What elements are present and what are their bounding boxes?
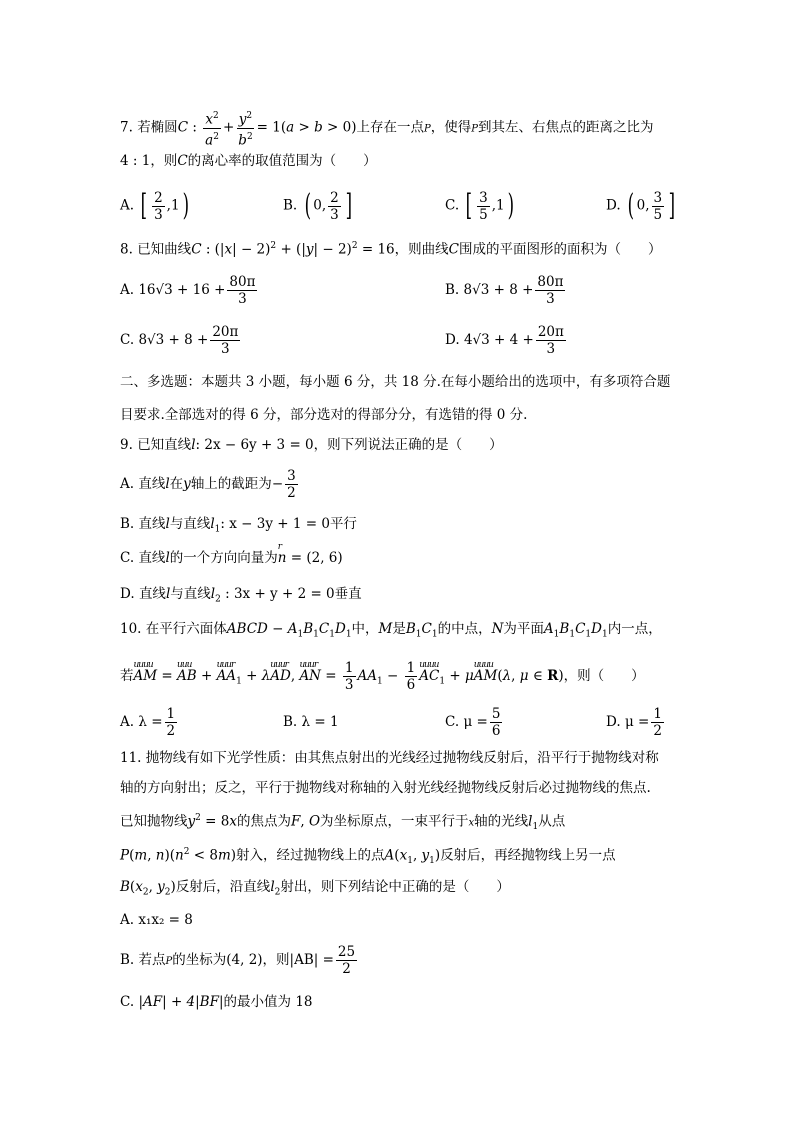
q7-number: 7. — [120, 119, 133, 136]
q7-option-b: B. ( 0, $\frac{2}{3}$ ] — [283, 188, 352, 223]
q7-option-a: A. [ $\frac{2}{3}$ ,1) — [120, 188, 189, 223]
q7-stem: 若椭圆 — [137, 119, 178, 136]
q11-option-a: A. x₁x₂ = 8 — [120, 912, 193, 928]
fraction: $\frac{x^2}{a^2}$ — [203, 108, 221, 148]
fraction: $\frac{y^2}{b^2}$ — [236, 108, 254, 148]
q10-option-a: A. λ = $\frac{1}{2}$ — [120, 706, 176, 739]
q11-option-b: B. 若点P的坐标为(4, 2)，则|AB| = $\frac{25}{2}$ — [120, 944, 356, 977]
q10-line2: 若AM uuuu = AB uuu + AA uuur $_1$ + λAD uuur , AN uuur = $\frac{1}{3}$ $AA_1$ − $\frac{1}{6}$ AC uuuu $_1$ + μAM uuuu (λ, μ ∈ R)，则（ ） — [120, 660, 645, 693]
q9-stem: 9. 已知直线l: 2x − 6y + 3 = 0，则下列说法正确的是（ ） — [120, 437, 503, 453]
q11-line1: 11. 抛物线有如下光学性质：由其焦点射出的光线经过抛物线反射后，沿平行于抛物线对称 — [120, 750, 659, 766]
q8-line1: 8. 已知曲线C : $(|x| - 2)^2 + (|y| - 2)^2 = 16$，则曲线C围成的平面图形的面积为（ ） — [120, 241, 662, 258]
q9-option-c: C. 直线l的一个方向向量为n r = (2, 6) — [120, 542, 343, 566]
q8-option-b: B. 8√3 + 8 + $\frac{80\pi}{3}$ — [445, 274, 564, 307]
q7-option-d: D. ( 0, $\frac{3}{5}$ ] — [606, 188, 676, 223]
q10-line1: 10. 在平行六面体ABCD − $A_1B_1C_1D_1$中，M是$B_1C_1$的中点，N为平面$A_1B_1C_1D_1$内一点， — [120, 621, 662, 640]
q11-line3: 已知抛物线$y^2 = 8x$的焦点为F, O为坐标原点，一束平行于x轴的光线$l_1$从点 — [120, 813, 566, 833]
q11-option-c: C. |AF| + 4|BF|的最小值为 18 — [120, 994, 313, 1010]
q8-option-d: D. 4√3 + 4 + $\frac{20\pi}{3}$ — [445, 324, 564, 357]
q11-line5: $B(x_2$, $y_2$)反射后，沿直线$l_2$射出，则下列结论中正确的是（ ） — [120, 879, 510, 898]
section2-line2: 目要求.全部选对的得 6 分，部分选对的得部分分，有选错的得 0 分. — [120, 407, 528, 423]
q11-line4: P(m, $n)(n^2 < 8m)$射入，经过抛物线上的点$A(x_1$, $y_1$)反射后，再经抛物线上另一点 — [120, 847, 616, 867]
q9-option-b: B. 直线l与直线$l_1$: x − 3y + 1 = 0平行 — [120, 516, 357, 535]
q7-line2: 4 : 1，则C的离心率的取值范围为（ ） — [120, 153, 377, 169]
q10-option-b: B. λ = 1 — [283, 714, 339, 730]
q7-option-c: C. [ $\frac{3}{5}$ ,1) — [445, 188, 514, 223]
q8-option-a: A. 16√3 + 16 + $\frac{80\pi}{3}$ — [120, 274, 256, 307]
q10-option-c: C. μ = $\frac{5}{6}$ — [445, 706, 501, 739]
q11-line2: 轴的方向射出；反之，平行于抛物线对称轴的入射光线经抛物线反射后必过抛物线的焦点. — [120, 780, 651, 796]
q9-option-d: D. 直线l与直线$l_2$ : 3x + y + 2 = 0垂直 — [120, 586, 362, 605]
q8-option-c: C. 8√3 + 8 + $\frac{20\pi}{3}$ — [120, 324, 239, 357]
q10-option-d: D. μ = $\frac{1}{2}$ — [606, 706, 662, 739]
section2-line1: 二、多选题：本题共 3 小题，每小题 6 分，共 18 分.在每小题给出的选项中，有多项符合题 — [120, 374, 671, 390]
q9-option-a: A. 直线l在y轴上的截距为− $\frac{3}{2}$ — [120, 468, 296, 501]
q7-line1: 7. 若椭圆C : $\frac{x^2}{a^2}$ + $\frac{y^2}{b^2}$ = 1(a > b > 0)上存在一点P，使得P到其左、右焦点的距离之比为 — [120, 108, 653, 148]
